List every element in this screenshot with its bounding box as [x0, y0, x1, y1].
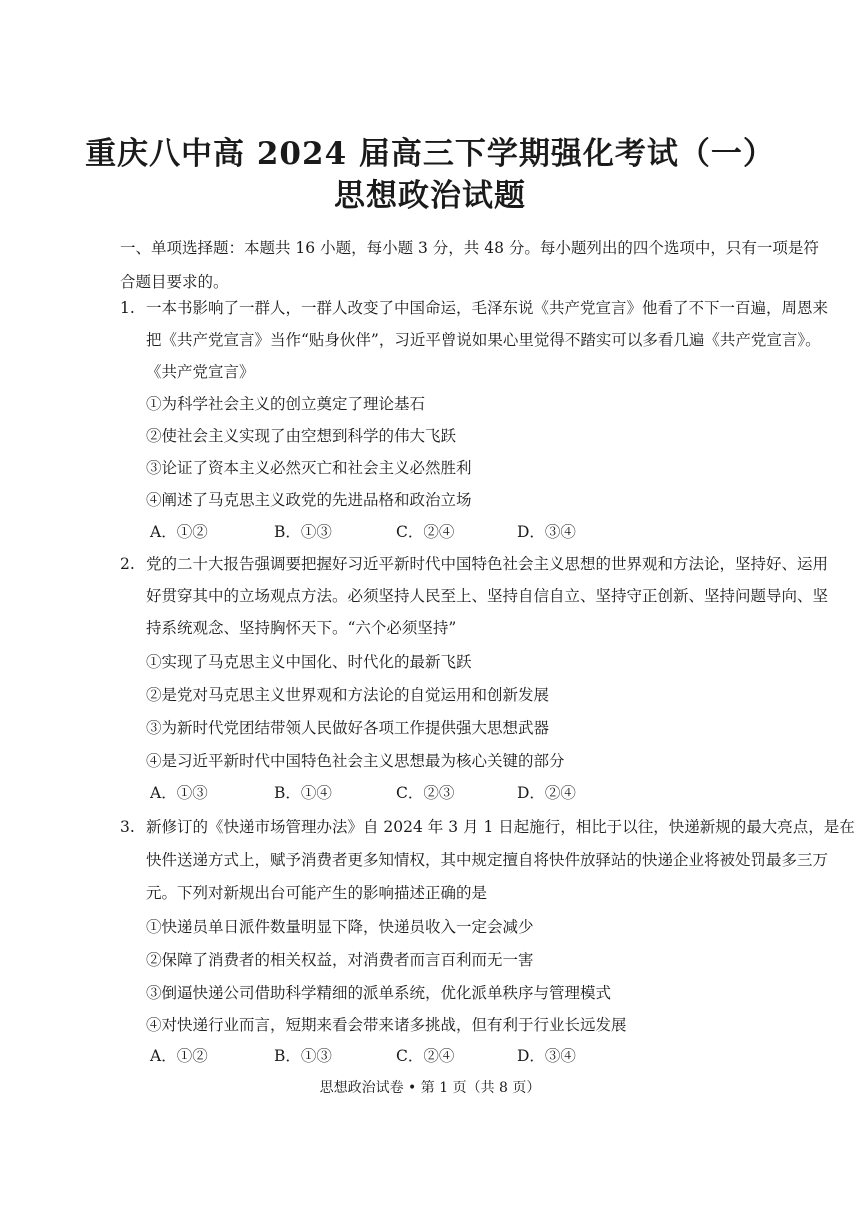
- answer-choice-a: A．①②: [150, 523, 208, 541]
- answer-choice-d: D．③④: [517, 1047, 576, 1065]
- question-number: 3.: [120, 818, 135, 836]
- answer-choice-a: A．①③: [150, 784, 208, 802]
- question-stem-line: 元。下列对新规出台可能产生的影响描述正确的是: [146, 884, 488, 902]
- question-option: ④阐述了马克思主义政党的先进品格和政治立场: [146, 491, 472, 509]
- answer-choice-d: D．②④: [517, 784, 576, 802]
- question-stem-line: 快件送递方式上，赋予消费者更多知情权，其中规定擅自将快件放驿站的快递企业将被处罚最多三万: [146, 851, 829, 869]
- question-option: ③为新时代党团结带领人民做好各项工作提供强大思想武器: [146, 719, 550, 737]
- question-option: ②是党对马克思主义世界观和方法论的自觉运用和创新发展: [146, 686, 550, 704]
- question-option: ②使社会主义实现了由空想到科学的伟大飞跃: [146, 427, 457, 445]
- answer-choice-b: B．①③: [274, 1047, 332, 1065]
- question-option: ④是习近平新时代中国特色社会主义思想最为核心关键的部分: [146, 752, 565, 770]
- question-stem-line: 党的二十大报告强调要把握好习近平新时代中国特色社会主义思想的世界观和方法论，坚持好、运用: [146, 555, 829, 573]
- section-instructions: 一、单项选择题：本题共 16 小题，每小题 3 分，共 48 分。每小题列出的四个选项中，只有一项是符合题目要求的。: [120, 239, 819, 291]
- question-option: ③论证了资本主义必然灭亡和社会主义必然胜利: [146, 459, 472, 477]
- answer-choice-c: C．②④: [396, 1047, 455, 1065]
- question-option: ④对快递行业而言，短期来看会带来诸多挑战，但有利于行业长远发展: [146, 1016, 627, 1034]
- question-option: ③倒逼快递公司借助科学精细的派单系统，优化派单秩序与管理模式: [146, 984, 612, 1002]
- question-stem-line: 一本书影响了一群人，一群人改变了中国命运，毛泽东说《共产党宣言》他看了不下一百遍，周恩来: [146, 299, 829, 317]
- question-stem-line: 持系统观念、坚持胸怀天下。“六个必须坚持”: [146, 619, 457, 637]
- answer-choice-a: A．①②: [150, 1047, 208, 1065]
- answer-choice-b: B．①④: [274, 784, 332, 802]
- answer-choice-d: D．③④: [517, 523, 576, 541]
- question-option: ①实现了马克思主义中国化、时代化的最新飞跃: [146, 653, 472, 671]
- question-option: ②保障了消费者的相关权益，对消费者而言百利而无一害: [146, 951, 534, 969]
- question-stem-line: 《共产党宣言》: [146, 363, 255, 381]
- question-option: ①为科学社会主义的创立奠定了理论基石: [146, 395, 426, 413]
- question-stem-line: 新修订的《快递市场管理办法》自 2024 年 3 月 1 日起施行，相比于以往，快递新规的最大亮点，是在: [146, 818, 855, 836]
- answer-choice-b: B．①③: [274, 523, 332, 541]
- question-option: ①快递员单日派件数量明显下降，快递员收入一定会减少: [146, 918, 534, 936]
- exam-subtitle: 思想政治试题: [334, 178, 526, 214]
- answer-choice-c: C．②③: [396, 784, 455, 802]
- answer-choice-c: C．②④: [396, 523, 455, 541]
- question-number: 1.: [120, 299, 135, 317]
- page-footer: 思想政治试卷 • 第 1 页（共 8 页）: [319, 1080, 541, 1096]
- exam-title: 重庆八中高 2024 届高三下学期强化考试（一）: [85, 136, 775, 172]
- question-stem-line: 把《共产党宣言》当作“贴身伙伴”，习近平曾说如果心里觉得不踏实可以多看几遍《共产党宣言》。: [146, 331, 821, 349]
- question-number: 2.: [120, 555, 135, 573]
- question-stem-line: 好贯穿其中的立场观点方法。必须坚持人民至上、坚持自信自立、坚持守正创新、坚持问题导向、坚: [146, 587, 829, 605]
